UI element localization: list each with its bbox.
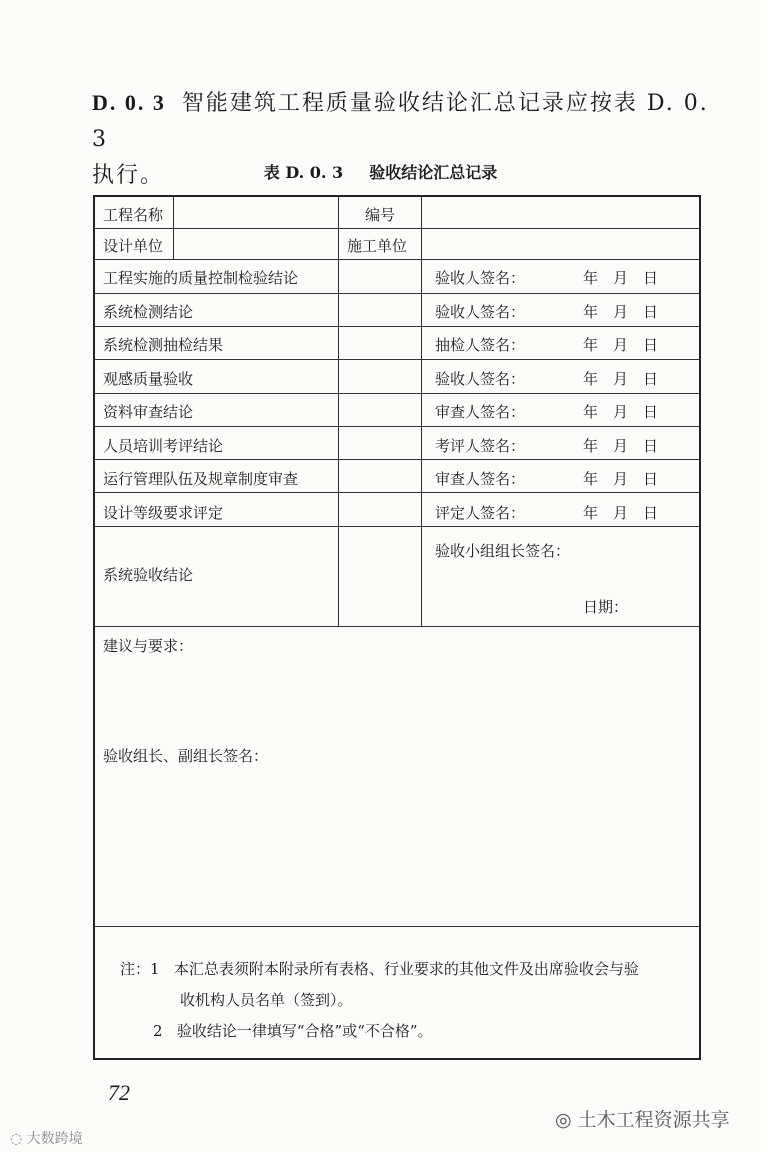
leader-signature-label: 验收组长、副组长签名： <box>103 747 269 765</box>
table-rule <box>95 359 699 360</box>
row-signer: 抽检人签名： <box>435 336 526 354</box>
page-number: 72 <box>108 1080 130 1105</box>
label-project-name: 工程名称 <box>103 206 164 224</box>
row-date: 年 月 日 <box>583 369 659 388</box>
row-item: 资料审查结论 <box>103 403 194 421</box>
row-date: 年 月 日 <box>583 403 659 421</box>
table-rule <box>95 393 699 394</box>
row-signer: 验收人签名： <box>435 269 526 287</box>
row-item: 运行管理队伍及规章制度审查 <box>103 470 299 488</box>
row-item: 系统检测抽检结果 <box>103 336 224 354</box>
label-number: 编号 <box>365 206 396 224</box>
table-rule <box>95 626 699 627</box>
row-item: 工程实施的质量控制检验结论 <box>103 269 299 287</box>
acceptance-summary-table <box>93 195 701 1060</box>
row-item: 设计等级要求评定 <box>103 503 224 522</box>
row-date: 年 月 日 <box>583 269 659 287</box>
table-rule <box>338 197 339 626</box>
table-rule <box>95 459 699 460</box>
watermark-right: ◎ 土木工程资源共享 <box>555 1109 730 1131</box>
label-design-unit: 设计单位 <box>103 237 164 255</box>
row-signer: 审查人签名： <box>435 470 526 488</box>
table-rule <box>95 926 699 927</box>
row-date: 年 月 日 <box>583 470 659 488</box>
label-construction-unit: 施工单位 <box>347 237 408 255</box>
row-item: 观感质量验收 <box>103 369 194 388</box>
wechat-icon: ◎ <box>555 1109 572 1131</box>
system-date: 日期： <box>583 598 629 616</box>
row-signer: 评定人签名： <box>435 503 526 522</box>
row-item: 人员培训考评结论 <box>103 436 224 455</box>
table-rule <box>95 228 699 229</box>
row-date: 年 月 日 <box>583 436 659 455</box>
row-signer: 验收人签名： <box>435 369 526 388</box>
row-signer: 考评人签名： <box>435 436 526 455</box>
table-rule <box>95 526 699 527</box>
table-rule <box>95 426 699 427</box>
table-rule <box>95 326 699 327</box>
watermark-left: ◌ 大数跨境 <box>10 1131 83 1147</box>
table-rule <box>421 197 422 626</box>
system-item: 系统验收结论 <box>103 566 194 584</box>
table-rule <box>95 492 699 493</box>
row-date: 年 月 日 <box>583 503 659 522</box>
row-item: 系统检测结论 <box>103 302 194 321</box>
row-signer: 审查人签名： <box>435 403 526 421</box>
table-caption: 表 D. 0. 3 验收结论汇总记录 <box>263 163 498 182</box>
row-date: 年 月 日 <box>583 302 659 321</box>
notes: 注：1 本汇总表须附本附录所有表格、行业要求的其他文件及出席验收会与验 收机构人员名单（签到）。 2 验收结论一律填写“合格”或“不合格”。 <box>120 960 639 1040</box>
row-signer: 验收人签名： <box>435 302 526 321</box>
table-rule <box>95 259 699 260</box>
suggestions-label: 建议与要求： <box>103 637 194 655</box>
section-heading: D. 0. 3 智能建筑工程质量验收结论汇总记录应按表 D. 0. 3 执行。 <box>92 90 709 188</box>
system-signer: 验收小组组长签名： <box>435 542 571 560</box>
table-rule <box>173 197 174 259</box>
table-rule <box>95 293 699 294</box>
row-date: 年 月 日 <box>583 336 659 354</box>
